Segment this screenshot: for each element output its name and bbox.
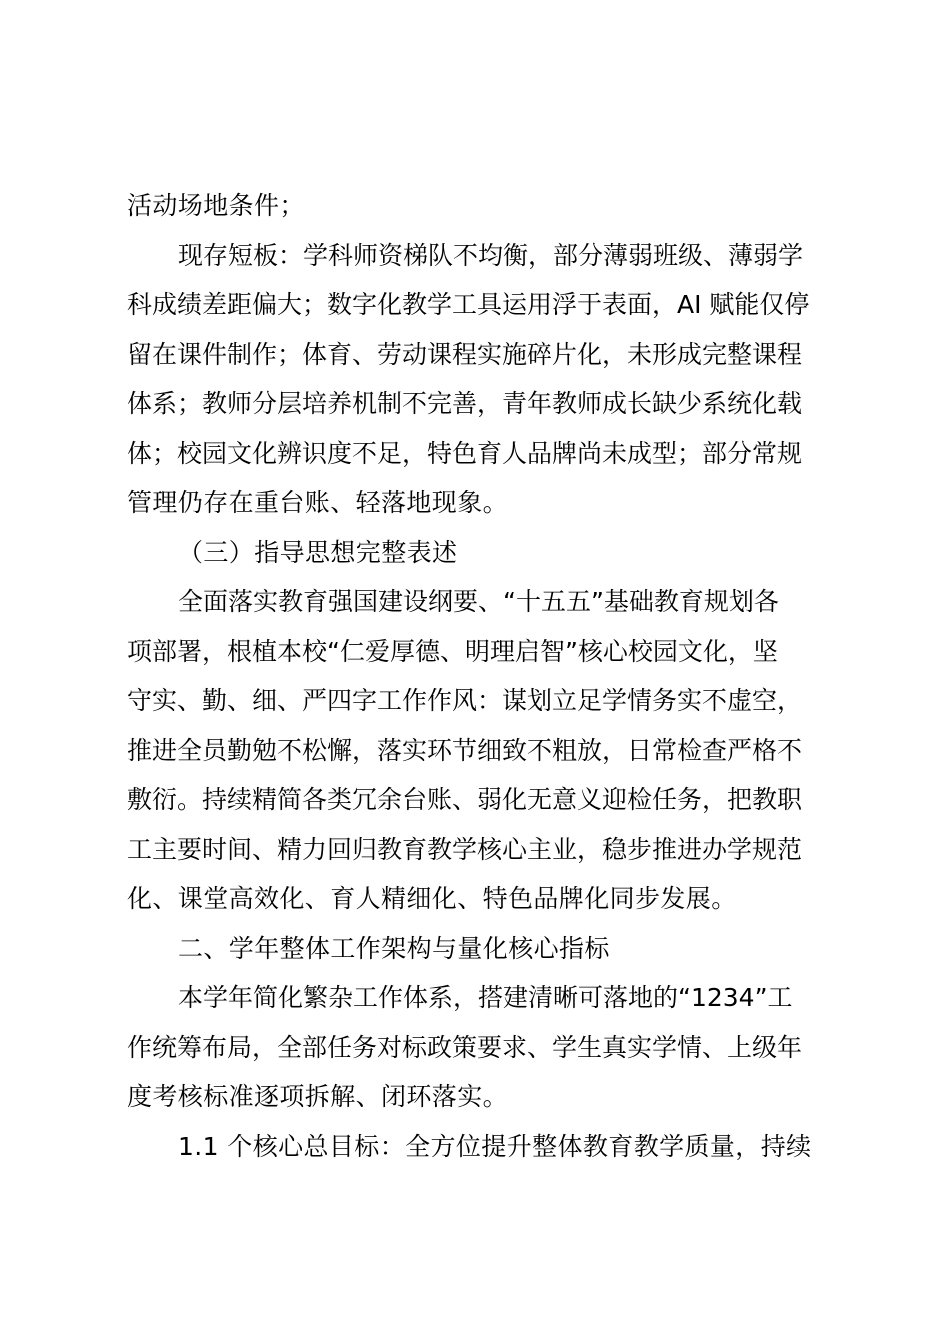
paragraph	[127, 973, 833, 1122]
paragraph	[127, 181, 833, 231]
text-line: 推进全员勤勉不松懈，落实环节细致不粗放，日常检查严格不	[127, 735, 803, 765]
paragraph	[127, 924, 833, 974]
text-line: 体；校园文化辨识度不足，特色育人品牌尚未成型；部分常规	[127, 438, 803, 468]
text-line: 科成绩差距偏大；数字化教学工具运用浮于表面，AI 赋能仅停	[127, 290, 810, 319]
text-line: 现存短板：学科师资梯队不均衡，部分薄弱班级、薄弱学	[178, 240, 804, 270]
text-line: 全面落实教育强国建设纲要、“十五五”基础教育规划各	[178, 587, 779, 616]
paragraph	[127, 231, 833, 528]
text-line: 留在课件制作；体育、劳动课程实施碎片化，未形成完整课程	[127, 339, 803, 369]
text-line: 度考核标准逐项拆解、闭环落实。	[127, 1082, 509, 1111]
text-line: 敷衍。持续精简各类冗余台账、弱化无意义迎检任务，把教职	[127, 785, 803, 814]
text-line: 作统筹布局，全部任务对标政策要求、学生真实学情、上级年	[127, 1032, 803, 1062]
paragraph	[127, 528, 833, 578]
text-line: 体系；教师分层培养机制不完善，青年教师成长缺少系统化载	[127, 389, 803, 418]
text-line: 化、课堂高效化、育人精细化、特色品牌化同步发展。	[127, 884, 737, 913]
text-line: （三）指导思想完整表述	[178, 537, 458, 567]
text-line: 工主要时间、精力回归教育教学核心主业，稳步推进办学规范	[127, 834, 803, 864]
document-body	[127, 181, 833, 1171]
text-line: 本学年简化繁杂工作体系，搭建清晰可落地的“1234”工	[178, 983, 793, 1012]
text-line: 二、学年整体工作架构与量化核心指标	[178, 933, 610, 963]
paragraph	[127, 1122, 833, 1172]
text-line: 项部署，根植本校“仁爱厚德、明理启智”核心校园文化，坚	[127, 636, 778, 666]
text-line: 活动场地条件；	[127, 191, 305, 220]
text-line: 管理仍存在重台账、轻落地现象。	[127, 488, 509, 517]
text-line: 守实、勤、细、严四字工作作风：谋划立足学情务实不虚空，	[127, 686, 803, 715]
text-line: 1.1 个核心总目标：全方位提升整体教育教学质量，持续	[178, 1131, 812, 1161]
paragraph	[127, 577, 833, 924]
